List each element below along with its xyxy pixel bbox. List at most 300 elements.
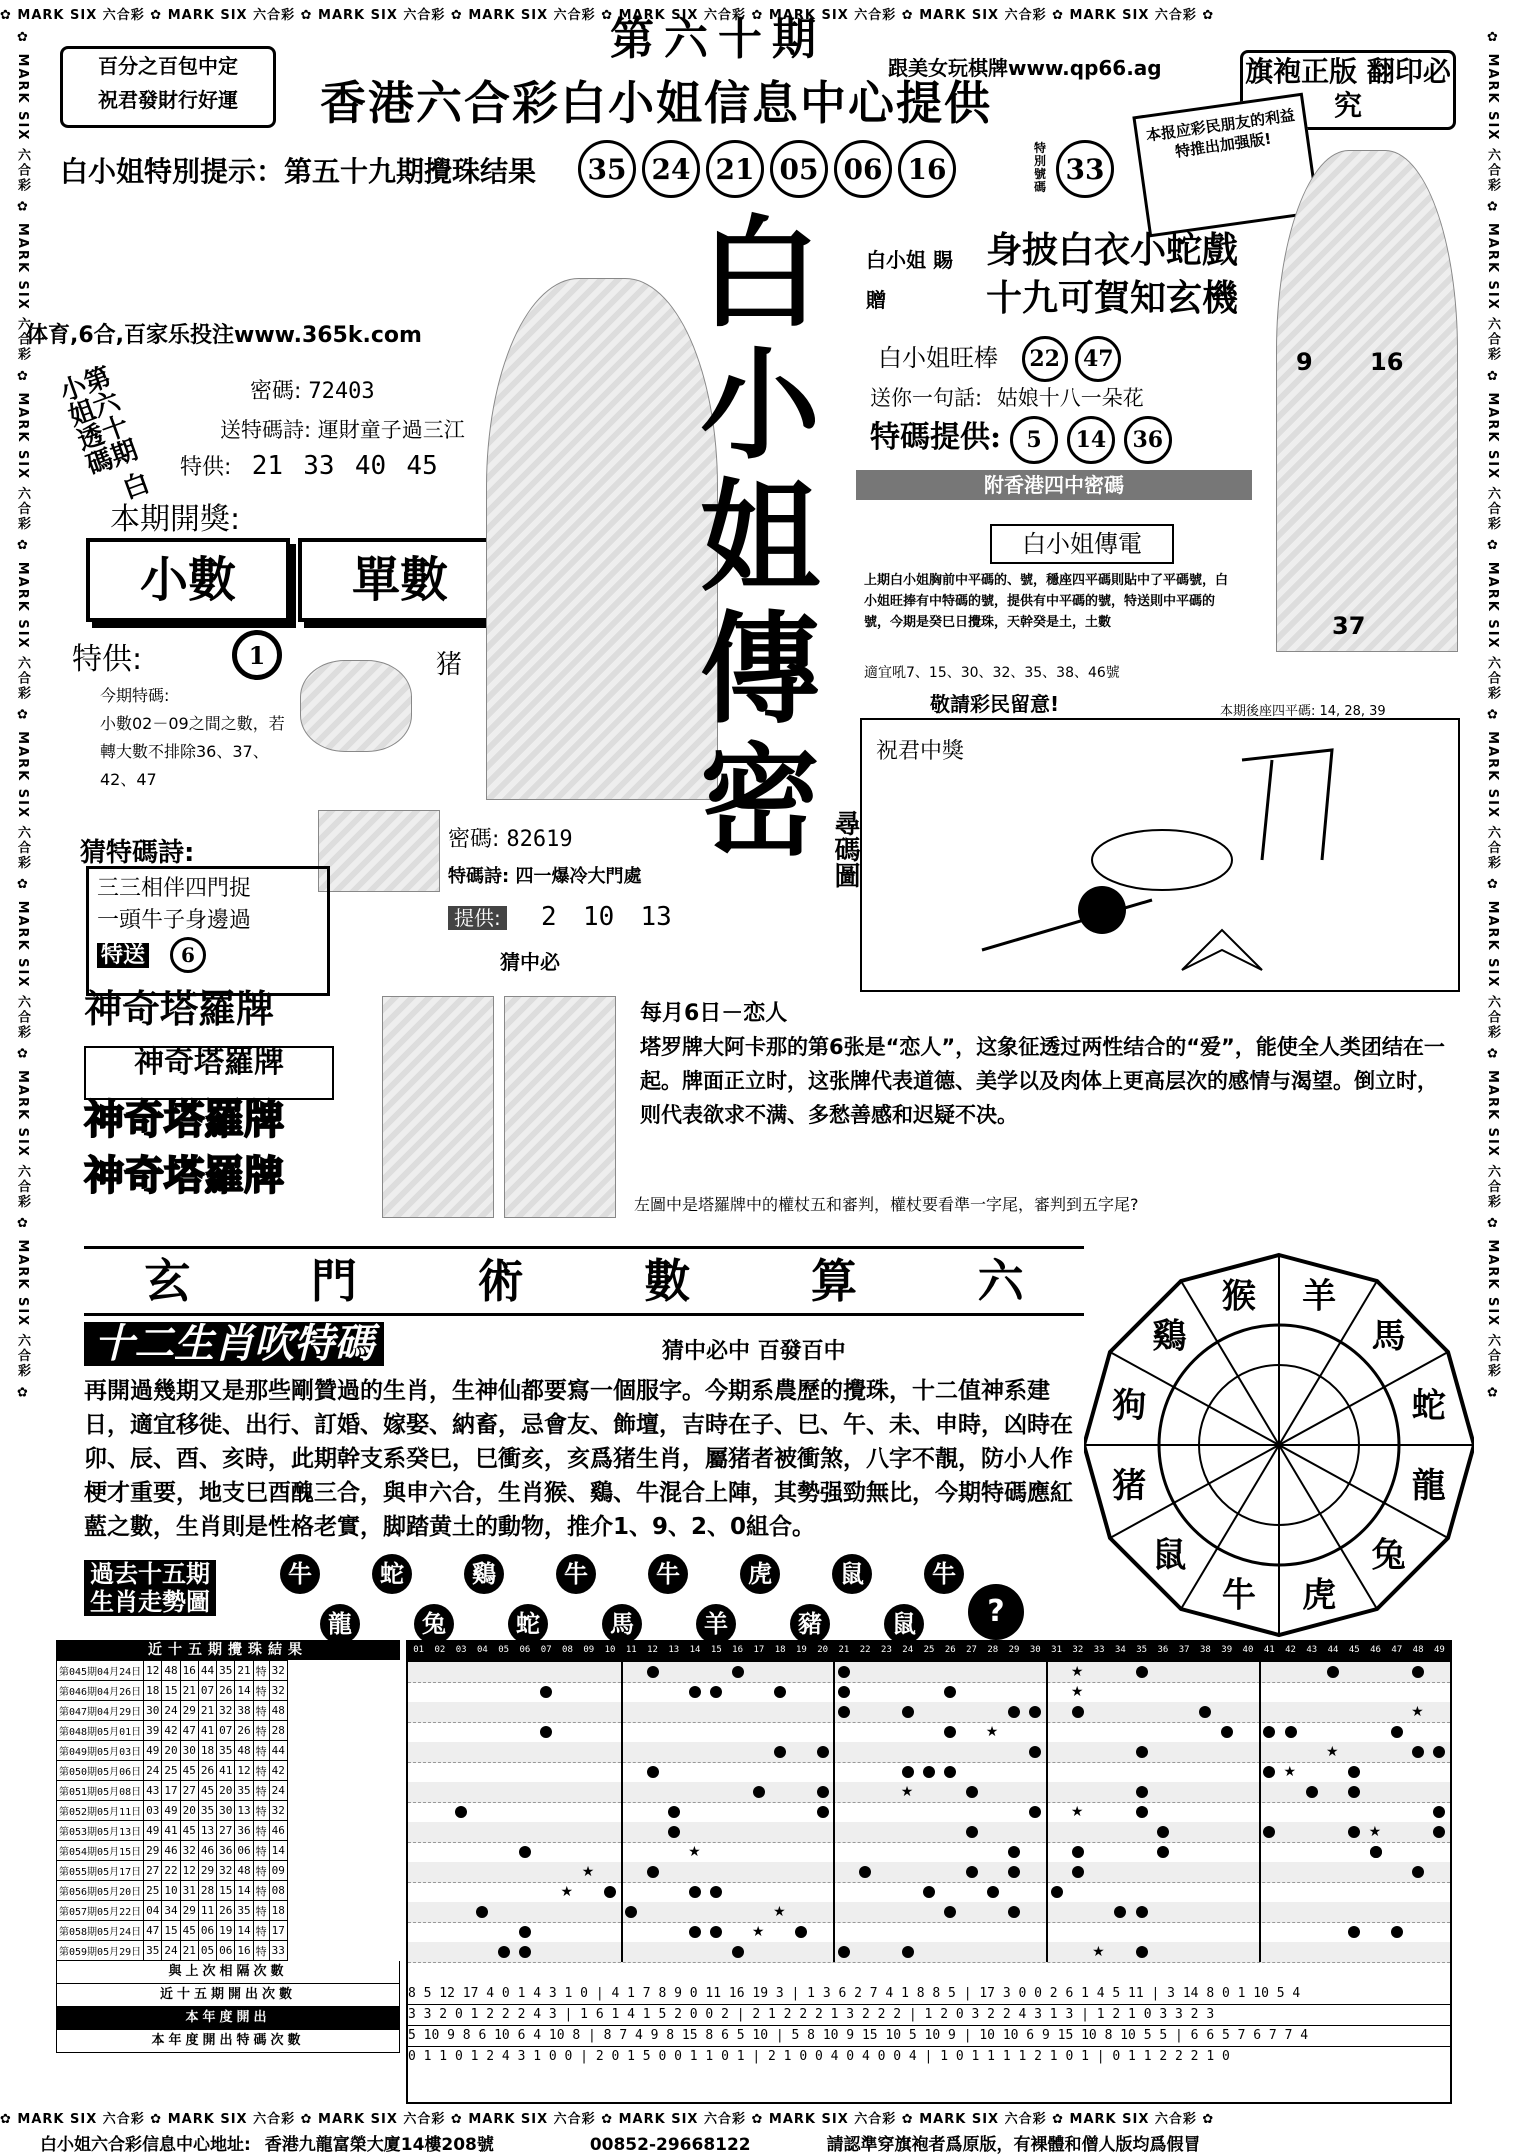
row-special: 33 xyxy=(269,1941,287,1961)
grid-header-number: 49 xyxy=(1433,1645,1445,1655)
results-footer-row: 本年度開出 xyxy=(56,2007,400,2030)
grid-header-number: 04 xyxy=(476,1645,488,1655)
secret-code: 82619 xyxy=(506,827,573,852)
row-issue: 第059期05月29日 xyxy=(57,1941,144,1961)
left-poem-badge: 特送 xyxy=(97,943,149,968)
trend-question: ? xyxy=(968,1584,1024,1640)
row-number: 35 xyxy=(235,1781,253,1801)
grid-header-number: 48 xyxy=(1412,1645,1424,1655)
row-number: 19 xyxy=(217,1921,235,1941)
row-number: 29 xyxy=(198,1861,216,1881)
trend-r2-3: 蛇 xyxy=(508,1604,548,1644)
result-ball-6: 16 xyxy=(898,140,956,198)
gift-left: 白小姐 賜 贈 xyxy=(866,248,953,312)
row-special: 17 xyxy=(269,1921,287,1941)
grid-header-number: 20 xyxy=(817,1645,829,1655)
row-special-label: 特 xyxy=(253,1921,269,1941)
congrats-text: 祝君中獎 xyxy=(876,739,965,764)
left-poem-row xyxy=(220,414,465,444)
row-number: 48 xyxy=(235,1861,253,1881)
row-number: 13 xyxy=(198,1821,216,1841)
grid-header-number: 06 xyxy=(519,1645,531,1655)
left-poem-label: 送特碼詩: xyxy=(220,418,312,442)
gift-line2: 十九可賀知玄機 xyxy=(986,277,1239,319)
xuanmen-char-1: 玄 xyxy=(144,1254,191,1308)
grid-header-number: 09 xyxy=(583,1645,595,1655)
row-special-label: 特 xyxy=(253,1941,269,1961)
telegram-title: 白小姐傳電 xyxy=(990,524,1174,564)
grid-hit-dot xyxy=(1412,1666,1424,1678)
grid-hit-dot xyxy=(753,1786,765,1798)
row-issue: 第050期05月06日 xyxy=(57,1761,144,1781)
row-special-label: 特 xyxy=(253,1721,269,1741)
row-number: 14 xyxy=(235,1881,253,1901)
sentence: 姑娘十八一朵花 xyxy=(996,386,1144,410)
results-table xyxy=(56,1660,288,1961)
row-number: 24 xyxy=(144,1761,162,1781)
row-special: 32 xyxy=(269,1801,287,1821)
woman-photo-center xyxy=(486,278,718,800)
grid-hit-dot xyxy=(987,1886,999,1898)
grid-header-number: 14 xyxy=(689,1645,701,1655)
zodiac-wheel xyxy=(1084,1250,1474,1640)
row-number: 43 xyxy=(144,1781,162,1801)
row-special: 32 xyxy=(269,1661,287,1681)
row-special: 18 xyxy=(269,1901,287,1921)
tip-title: 今期特碼: xyxy=(100,686,170,705)
big-title-char-2: 小 xyxy=(700,335,820,476)
row-number: 29 xyxy=(144,1841,162,1861)
grid-hit-dot xyxy=(1136,1906,1148,1918)
trend-r1-2: 蛇 xyxy=(372,1554,412,1594)
row-special: 32 xyxy=(269,1681,287,1701)
row-special-label: 特 xyxy=(253,1701,269,1721)
secret-image xyxy=(318,810,440,892)
trend-row-1 xyxy=(280,1554,980,1594)
grid-hit-dot xyxy=(1306,1786,1318,1798)
row-number: 22 xyxy=(162,1861,180,1881)
stats-row-3: 5 10 9 8 6 10 6 4 10 8 | 8 7 4 9 8 15 8 6 5 10 | 5 8 10 9 15 10 5 10 9 | 10 10 6 9 15 10 8 10 5 5 | 6 6 5 7 6 7 7 4 xyxy=(408,2026,1450,2047)
row-number: 15 xyxy=(162,1681,180,1701)
authentic-badge: 旗袍正版 翻印必究 xyxy=(1240,50,1456,130)
row-issue: 第054期05月15日 xyxy=(57,1841,144,1861)
seek-code-text: 尋碼圖 xyxy=(830,810,860,888)
left-vertical-label: 第六十期 白小姐透碼 xyxy=(51,362,152,504)
result-ball-5: 06 xyxy=(834,140,892,198)
secret-supply-2: 10 xyxy=(582,902,615,932)
sentence-label: 送你一句話: xyxy=(870,386,983,410)
row-number: 05 xyxy=(198,1941,216,1961)
grid-hit-dot xyxy=(1072,1706,1084,1718)
grid-header-number: 10 xyxy=(604,1645,616,1655)
number-grid xyxy=(406,1640,1452,2104)
trend-r1-5: 牛 xyxy=(648,1554,688,1594)
row-number: 27 xyxy=(180,1781,198,1801)
result-label: 白小姐特別提示：第五十九期攪珠结果 xyxy=(60,155,537,188)
wheel-label: 羊 xyxy=(1302,1276,1337,1317)
trend-r1-3: 鷄 xyxy=(464,1554,504,1594)
row-number: 18 xyxy=(144,1681,162,1701)
row-number: 47 xyxy=(144,1921,162,1941)
grid-header-number: 38 xyxy=(1200,1645,1211,1655)
row-number: 32 xyxy=(180,1841,198,1861)
secret-supply-label: 提供: xyxy=(448,906,507,930)
grid-header-number: 22 xyxy=(859,1645,871,1655)
row-special: 42 xyxy=(269,1761,287,1781)
footer-warning: 請認準穿旗袍者爲原版，有裸體和僧人版均爲假冒 xyxy=(826,2135,1201,2155)
zodiac-slogan: 猜中必中 百發百中 xyxy=(662,1339,846,1364)
row-number: 26 xyxy=(235,1721,253,1741)
row-special: 48 xyxy=(269,1701,287,1721)
stats-row-2: 3 3 2 0 1 2 2 2 4 3 | 1 6 1 4 1 5 2 0 0 2 | 2 1 2 2 2 1 3 2 2 2 | 1 2 0 3 2 2 4 3 1 3 | 1 2 1 0 3 3 2 3 xyxy=(408,2005,1450,2026)
grid-hit-dot xyxy=(732,1946,744,1958)
row-special-label: 特 xyxy=(253,1681,269,1701)
row-number: 41 xyxy=(198,1721,216,1741)
row-special: 08 xyxy=(269,1881,287,1901)
row-special-label: 特 xyxy=(253,1861,269,1881)
row-number: 12 xyxy=(235,1761,253,1781)
trend-r2-4: 馬 xyxy=(602,1604,642,1644)
grid-hit-dot xyxy=(1136,1786,1148,1798)
xuanmen-banner xyxy=(84,1246,1084,1316)
wheel-label: 猴 xyxy=(1221,1276,1256,1317)
grid-header-number: 40 xyxy=(1242,1645,1254,1655)
secret-supply-1: 2 xyxy=(541,902,557,932)
tarot-title-1: 神奇塔羅牌 xyxy=(84,986,275,1031)
row-number: 25 xyxy=(144,1881,162,1901)
row-number: 35 xyxy=(217,1661,235,1681)
grid-header-number: 28 xyxy=(987,1645,999,1655)
grid-hit-dot xyxy=(1412,1866,1424,1878)
row-number: 42 xyxy=(162,1721,180,1741)
notice-bubble: 本报应彩民朋友的利益特推出加强版! xyxy=(1132,93,1319,238)
grid-special-star: ★ xyxy=(900,1784,914,1800)
row-issue: 第049期05月03日 xyxy=(57,1741,144,1761)
wang-label: 白小姐旺棒 xyxy=(878,344,998,372)
promo-365: 体育,6合,百家乐投注www.365k.com xyxy=(26,323,422,348)
grid-hit-dot xyxy=(923,1766,935,1778)
grid-header-number: 26 xyxy=(944,1645,956,1655)
grid-hit-dot xyxy=(604,1886,616,1898)
row-number: 21 xyxy=(180,1681,198,1701)
row-number: 12 xyxy=(180,1861,198,1881)
row-issue: 第055期05月17日 xyxy=(57,1861,144,1881)
row-number: 16 xyxy=(180,1661,198,1681)
row-number: 35 xyxy=(198,1801,216,1821)
issue-title: 第六十期 xyxy=(610,14,826,65)
grid-hit-dot xyxy=(966,1786,978,1798)
grid-divider xyxy=(833,1662,835,1962)
row-issue: 第053期05月13日 xyxy=(57,1821,144,1841)
row-number: 04 xyxy=(144,1901,162,1921)
grid-header-number: 16 xyxy=(732,1645,744,1655)
row-number: 46 xyxy=(162,1841,180,1861)
row-number: 11 xyxy=(198,1901,216,1921)
grid-hit-dot xyxy=(689,1686,701,1698)
supply-label: 特供: xyxy=(72,642,143,677)
row-number: 32 xyxy=(217,1701,235,1721)
row-special: 28 xyxy=(269,1721,287,1741)
grid-header-number: 43 xyxy=(1306,1645,1318,1655)
table-row xyxy=(57,1861,288,1881)
grid-hit-dot xyxy=(1221,1726,1233,1738)
photo-number-2: 16 xyxy=(1370,348,1404,376)
row-number: 06 xyxy=(198,1921,216,1941)
row-issue: 第045期04月24日 xyxy=(57,1661,144,1681)
grid-hit-dot xyxy=(902,1946,914,1958)
row-number: 45 xyxy=(180,1921,198,1941)
table-row xyxy=(57,1841,288,1861)
left-special-3: 40 xyxy=(354,451,387,481)
wheel-label: 狗 xyxy=(1112,1385,1147,1426)
right-special-ball-3: 36 xyxy=(1124,416,1172,464)
wang-ball-2: 47 xyxy=(1075,336,1121,382)
gift-line1: 身披白衣小蛇戲 xyxy=(986,229,1239,271)
slogan-line1: 百分之百包中定 xyxy=(98,54,238,78)
row-number: 49 xyxy=(144,1741,162,1761)
row-number: 07 xyxy=(198,1681,216,1701)
tag-small-number: 小數 xyxy=(86,538,290,622)
grid-header-number: 27 xyxy=(966,1645,977,1655)
grid-hit-dot xyxy=(838,1706,850,1718)
grid-hit-dot xyxy=(1370,1846,1382,1858)
row-special: 24 xyxy=(269,1781,287,1801)
grid-header-number: 19 xyxy=(795,1645,807,1655)
left-poem: 運財童子過三江 xyxy=(317,418,465,442)
xuanmen-char-3: 術 xyxy=(477,1254,524,1308)
grid-special-star: ★ xyxy=(560,1884,574,1900)
special-label: 特別號碼 xyxy=(1034,141,1047,194)
grid-special-star: ★ xyxy=(1070,1684,1084,1700)
congrats-panel xyxy=(860,718,1460,992)
grid-row xyxy=(408,1922,1450,1943)
grid-header-number: 18 xyxy=(774,1645,786,1655)
grid-divider xyxy=(1046,1662,1048,1962)
grid-hit-dot xyxy=(519,1926,531,1938)
row-issue: 第048期05月01日 xyxy=(57,1721,144,1741)
table-row xyxy=(57,1661,288,1681)
tag-odd-number: 單數 xyxy=(298,538,502,622)
row-issue: 第056期05月20日 xyxy=(57,1881,144,1901)
grid-header-number: 05 xyxy=(498,1645,510,1655)
wheel-label: 鼠 xyxy=(1152,1535,1187,1576)
secret-code-label: 密碼: xyxy=(448,827,500,852)
grid-special-star: ★ xyxy=(985,1724,999,1740)
grid-hit-dot xyxy=(1391,1926,1403,1938)
row-number: 15 xyxy=(162,1921,180,1941)
grid-hit-dot xyxy=(647,1666,659,1678)
row-number: 26 xyxy=(217,1901,235,1921)
big-title-char-4: 傳 xyxy=(700,599,820,740)
left-poem-box xyxy=(86,866,330,996)
grid-row xyxy=(408,1742,1450,1763)
row-number: 29 xyxy=(180,1901,198,1921)
grid-hit-dot xyxy=(732,1666,744,1678)
grid-header-number: 11 xyxy=(625,1645,637,1655)
row-number: 26 xyxy=(217,1681,235,1701)
trend-label-line1: 過去十五期 xyxy=(84,1560,216,1588)
row-number: 48 xyxy=(162,1661,180,1681)
grid-hit-dot xyxy=(519,1946,531,1958)
grid-hit-dot xyxy=(1008,1706,1020,1718)
tarot-footer: 左圖中是塔羅牌中的權杖五和審判，權杖要看準一字尾，審判到五字尾? xyxy=(634,1195,1139,1214)
grid-row xyxy=(408,1822,1450,1843)
footer-address: 香港九龍富榮大廈14樓208號 xyxy=(264,2135,494,2155)
grid-hit-dot xyxy=(1327,1666,1339,1678)
table-row xyxy=(57,1801,288,1821)
table-row xyxy=(57,1741,288,1761)
row-number: 35 xyxy=(144,1941,162,1961)
grid-header-number: 36 xyxy=(1157,1645,1169,1655)
xuanmen-char-2: 門 xyxy=(310,1254,357,1308)
row-number: 49 xyxy=(144,1821,162,1841)
grid-hit-dot xyxy=(817,1746,829,1758)
tarot-card-judgement xyxy=(504,996,616,1218)
grid-header-number: 13 xyxy=(668,1645,680,1655)
grid-hit-dot xyxy=(1157,1826,1169,1838)
wheel-label: 虎 xyxy=(1302,1575,1337,1616)
woman-photo-right xyxy=(1276,150,1458,652)
tarot-card-wands xyxy=(382,996,494,1218)
grid-header-number: 07 xyxy=(540,1645,552,1655)
fit-label: 適宜吼7、15、30、32、35、38、46號 xyxy=(864,665,1120,681)
grid-header-number: 39 xyxy=(1221,1645,1233,1655)
telegram-text: 上期白小姐胸前中平碼的、號，穩座四平碼則貼中了平碼號，白小姐旺捧有中特碼的號，提供有中平碼的號，特送則中平碼的號，今期是癸巳日攪珠，天幹癸是土，土數 xyxy=(864,573,1229,630)
row-number: 18 xyxy=(198,1741,216,1761)
grid-hit-dot xyxy=(668,1826,680,1838)
sentence-row xyxy=(870,382,1144,412)
row-number: 41 xyxy=(162,1821,180,1841)
row-number: 13 xyxy=(235,1801,253,1821)
row-number: 06 xyxy=(217,1941,235,1961)
grid-special-star: ★ xyxy=(751,1924,765,1940)
grid-hit-dot xyxy=(838,1666,850,1678)
zodiac-body: 再開過幾期又是那些剛贊過的生肖，生神仙都要寫一個服字。今期系農歷的攪珠，十二值神系建日，適宜移徙、出行、訂婚、嫁娶、納畜，忌會友、飾壇，吉時在子、巳、午、未、申時，凶時在卯、辰、酉、亥時，此期幹支系癸巳，巳衝亥，亥爲猪生肖，屬猪者被衝煞，八字不靚，防小人作梗才重要，地支巳酉醜三合，與申六合，生肖猴、鷄、牛混合上陣，其勢强勁無比，今期特碼應紅藍之數，生肖則是性格老實，脚踏黄土的動物，推介1、9、2、0組合。 xyxy=(84,1378,1073,1540)
notice-text: 敬請彩民留意! xyxy=(930,692,1060,716)
row-issue: 第058期05月24日 xyxy=(57,1921,144,1941)
wheel-label: 鷄 xyxy=(1152,1316,1187,1357)
row-number: 49 xyxy=(162,1801,180,1821)
trend-row-2 xyxy=(320,1604,940,1644)
row-number: 36 xyxy=(217,1841,235,1861)
grid-hit-dot xyxy=(1008,1906,1020,1918)
row-issue: 第046期04月26日 xyxy=(57,1681,144,1701)
tip-text: 小數02－09之間之數，若轉大數不排除36、37、42、47 xyxy=(100,714,285,789)
left-poem-ball: 6 xyxy=(170,937,206,973)
row-number: 30 xyxy=(144,1701,162,1721)
tarot-left-stack xyxy=(84,986,334,1212)
grid-hit-dot xyxy=(1136,1806,1148,1818)
row-number: 44 xyxy=(198,1661,216,1681)
grid-row xyxy=(408,1702,1450,1723)
big-vertical-title xyxy=(700,203,840,874)
grid-row xyxy=(408,1802,1450,1823)
grid-header-number: 24 xyxy=(902,1645,914,1655)
grid-special-star: ★ xyxy=(1326,1744,1339,1760)
secret-supply-3: 13 xyxy=(640,902,672,932)
trend-r1-7: 鼠 xyxy=(832,1554,872,1594)
wheel-label: 兔 xyxy=(1371,1535,1406,1576)
tarot-title-4: 神奇塔羅牌 xyxy=(84,1152,284,1199)
row-number: 21 xyxy=(235,1661,253,1681)
result-ball-3: 21 xyxy=(706,140,764,198)
table-row xyxy=(57,1761,288,1781)
grid-special-star: ★ xyxy=(1368,1824,1382,1840)
left-special-row xyxy=(180,450,438,481)
grid-special-star: ★ xyxy=(773,1904,786,1920)
grid-header-number: 45 xyxy=(1348,1645,1360,1655)
grid-header-number: 33 xyxy=(1093,1645,1105,1655)
grid-header-number: 12 xyxy=(647,1645,658,1655)
row-number: 07 xyxy=(217,1721,235,1741)
row-number: 45 xyxy=(180,1761,198,1781)
left-poem-title: 猜特碼詩: xyxy=(80,838,195,868)
row-number: 24 xyxy=(162,1941,180,1961)
result-ball-4: 05 xyxy=(770,140,828,198)
result-ball-2: 24 xyxy=(642,140,700,198)
xuanmen-char-6: 六 xyxy=(977,1254,1024,1308)
grid-header-number: 42 xyxy=(1285,1645,1296,1655)
grid-hit-dot xyxy=(1136,1746,1148,1758)
row-number: 15 xyxy=(217,1881,235,1901)
results-footer-row: 與上次相隔次數 xyxy=(56,1961,400,1984)
wheel-label: 蛇 xyxy=(1411,1385,1446,1426)
row-special-label: 特 xyxy=(253,1821,269,1841)
grid-hit-dot xyxy=(966,1826,978,1838)
row-number: 03 xyxy=(144,1801,162,1821)
grid-divider xyxy=(621,1662,623,1962)
row-special-label: 特 xyxy=(253,1661,269,1681)
table-row xyxy=(57,1721,288,1741)
grid-header-number: 02 xyxy=(434,1645,446,1655)
trend-r2-1: 龍 xyxy=(320,1604,360,1644)
grid-header-number: 34 xyxy=(1114,1645,1126,1655)
grid-hit-dot xyxy=(519,1846,531,1858)
photo-number-1: 9 xyxy=(1296,348,1313,376)
grid-hit-dot xyxy=(902,1706,914,1718)
grid-hit-dot xyxy=(1391,1726,1403,1738)
result-ball-1: 35 xyxy=(578,140,636,198)
right-special-label: 特碼提供: xyxy=(870,420,1002,455)
right-special-ball-2: 14 xyxy=(1067,416,1115,464)
row-number: 45 xyxy=(180,1821,198,1841)
left-poem-line1: 三三相伴四門捉 xyxy=(97,876,252,901)
row-number: 30 xyxy=(180,1741,198,1761)
left-special-1: 21 xyxy=(251,451,283,481)
row-number: 27 xyxy=(217,1821,235,1841)
grid-hit-dot xyxy=(1285,1726,1297,1738)
results-footer-row: 本年度開出特碼次數 xyxy=(56,2030,400,2053)
grid-hit-dot xyxy=(689,1886,701,1898)
table-row xyxy=(57,1941,288,1961)
grid-hit-dot xyxy=(1051,1886,1063,1898)
grid-special-star: ★ xyxy=(1411,1704,1424,1720)
supply-row xyxy=(72,634,142,678)
grid-hit-dot xyxy=(1157,1846,1169,1858)
row-issue: 第057期05月22日 xyxy=(57,1901,144,1921)
tarot-body: 塔罗牌大阿卡那的第6张是“恋人”，这象征透过两性结合的“爱”，能使全人类团结在一起。牌面正立时，这张牌代表道德、美学以及肉体上更高层次的感情与渴望。倒立时，则代表欲求不满、多愁善感和迟疑不决。 xyxy=(640,1035,1445,1127)
grid-header-number: 30 xyxy=(1029,1645,1041,1655)
row-number: 16 xyxy=(235,1941,253,1961)
row-number: 27 xyxy=(144,1861,162,1881)
grid-hit-dot xyxy=(1412,1746,1424,1758)
big-title-char-1: 白 xyxy=(700,203,820,344)
left-code: 72403 xyxy=(308,379,375,404)
grid-row xyxy=(408,1842,1450,1863)
row-number: 38 xyxy=(235,1701,253,1721)
row-special: 44 xyxy=(269,1741,287,1761)
stats-rows xyxy=(408,1984,1450,2067)
